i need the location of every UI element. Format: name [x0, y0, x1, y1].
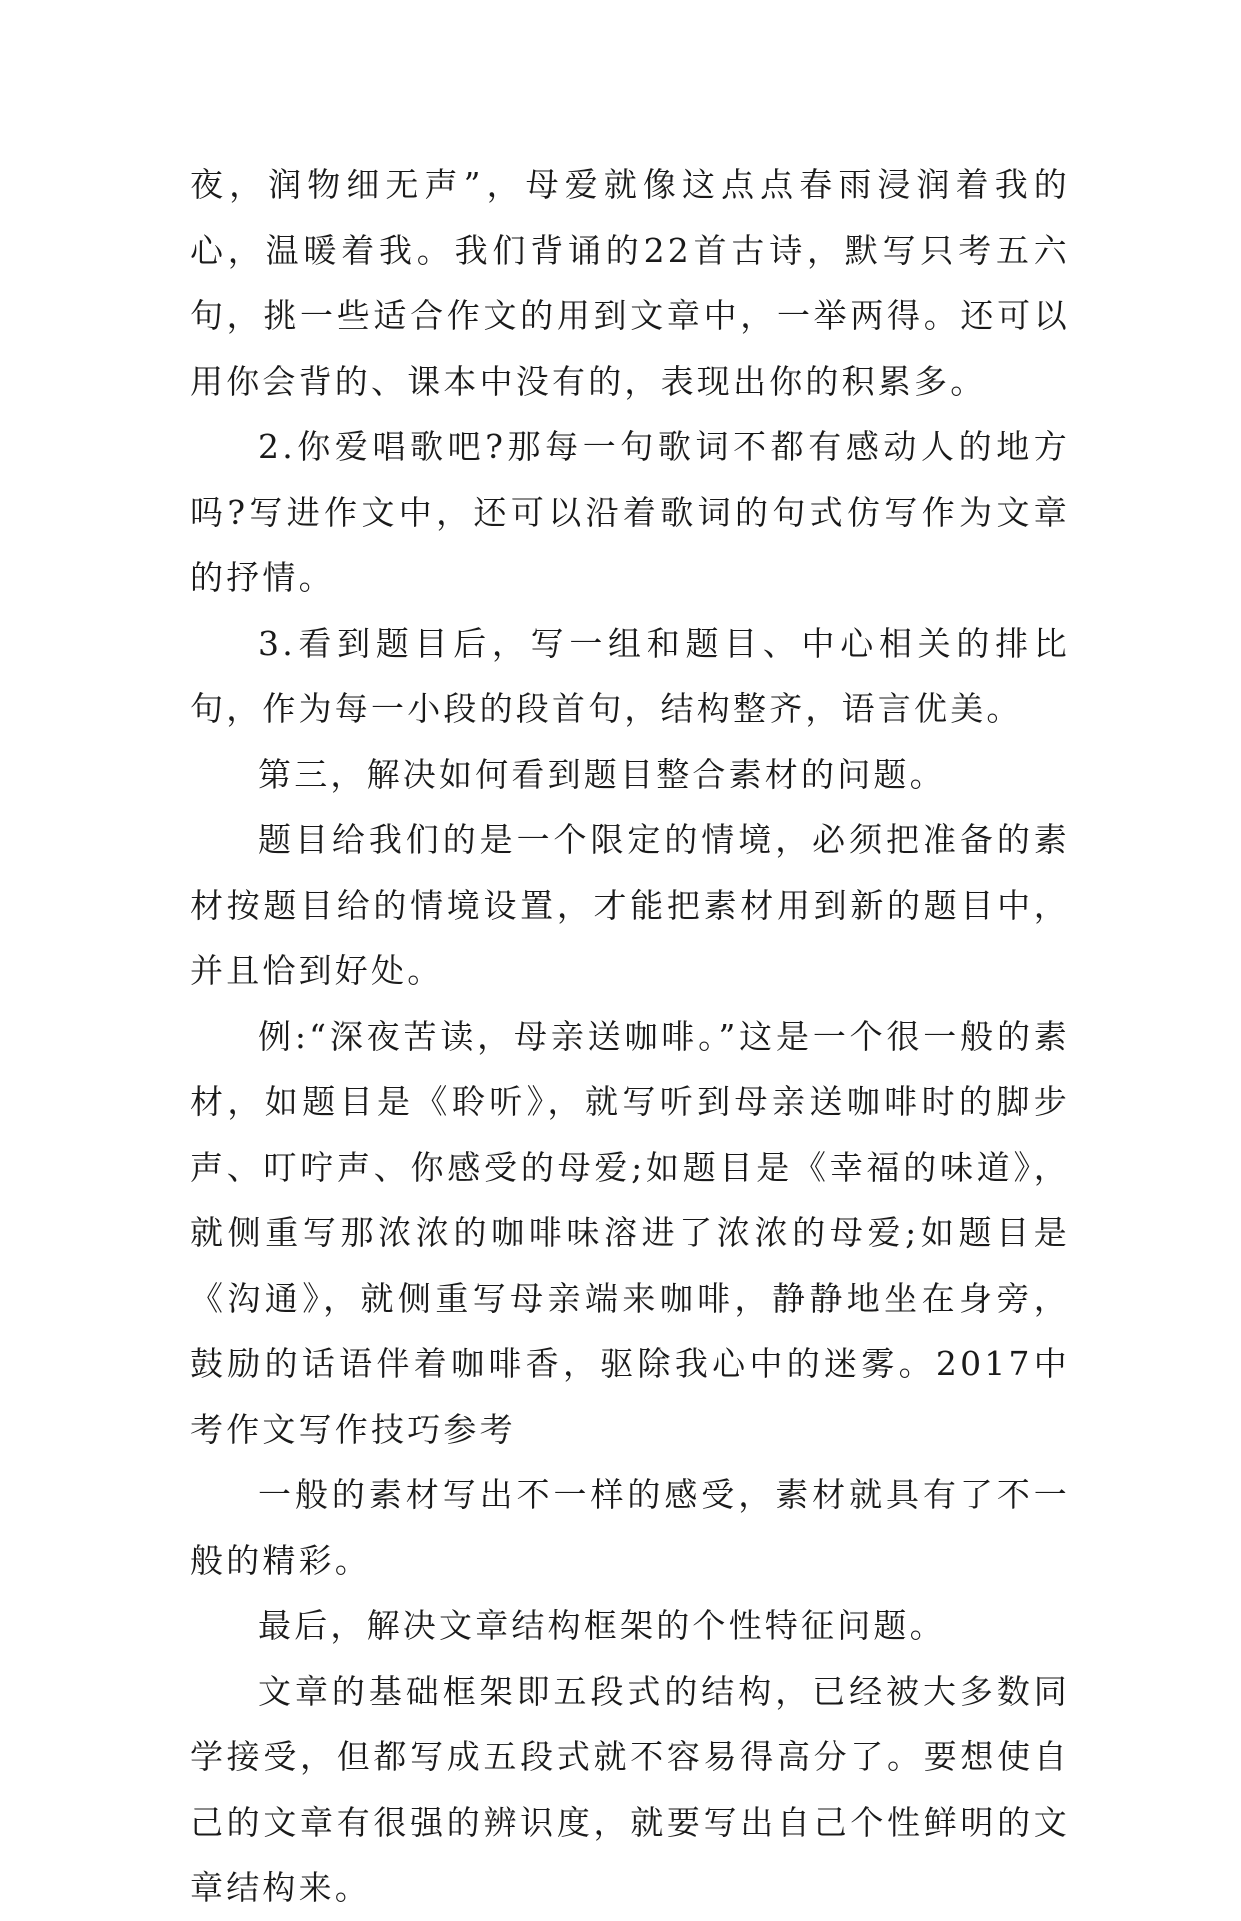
- paragraph-5: 题目给我们的是一个限定的情境，必须把准备的素材按题目给的情境设置，才能把素材用到新的题目中，并且恰到好处。: [190, 820, 1070, 990]
- paragraph-2: 2.你爱唱歌吧?那每一句歌词不都有感动人的地方吗?写进作文中，还可以沿着歌词的句式仿写作为文章的抒情。: [190, 427, 1070, 597]
- paragraph-3: 3.看到题目后，写一组和题目、中心相关的排比句，作为每一小段的段首句，结构整齐，语言优美。: [190, 623, 1070, 728]
- paragraph-1: 夜，润物细无声”，母爱就像这点点春雨浸润着我的心，温暖着我。我们背诵的22首古诗，默写只考五六句，挑一些适合作文的用到文章中，一举两得。还可以用你会背的、课本中没有的，表现出你的积累多。: [190, 165, 1070, 401]
- paragraph-6: 例:“深夜苦读，母亲送咖啡。”这是一个很一般的素材，如题目是《聆听》，就写听到母亲送咖啡时的脚步声、叮咛声、你感受的母爱;如题目是《幸福的味道》，就侧重写那浓浓的咖啡味溶进了浓浓的母爱;如题目是《沟通》，就侧重写母亲端来咖啡，静静地坐在身旁，鼓励的话语伴着咖啡香，驱除我心中的迷雾。2017中考作文写作技巧参考: [190, 1016, 1070, 1449]
- paragraph-9: 文章的基础框架即五段式的结构，已经被大多数同学接受，但都写成五段式就不容易得高分了。要想使自己的文章有很强的辨识度，就要写出自己个性鲜明的文章结构来。: [190, 1671, 1070, 1907]
- document-body: [190, 152, 1070, 1921]
- paragraph-8: 最后，解决文章结构框架的个性特征问题。: [258, 1606, 946, 1645]
- paragraph-7: 一般的素材写出不一样的感受，素材就具有了不一般的精彩。: [190, 1475, 1070, 1580]
- paragraph-4: 第三，解决如何看到题目整合素材的问题。: [258, 754, 946, 794]
